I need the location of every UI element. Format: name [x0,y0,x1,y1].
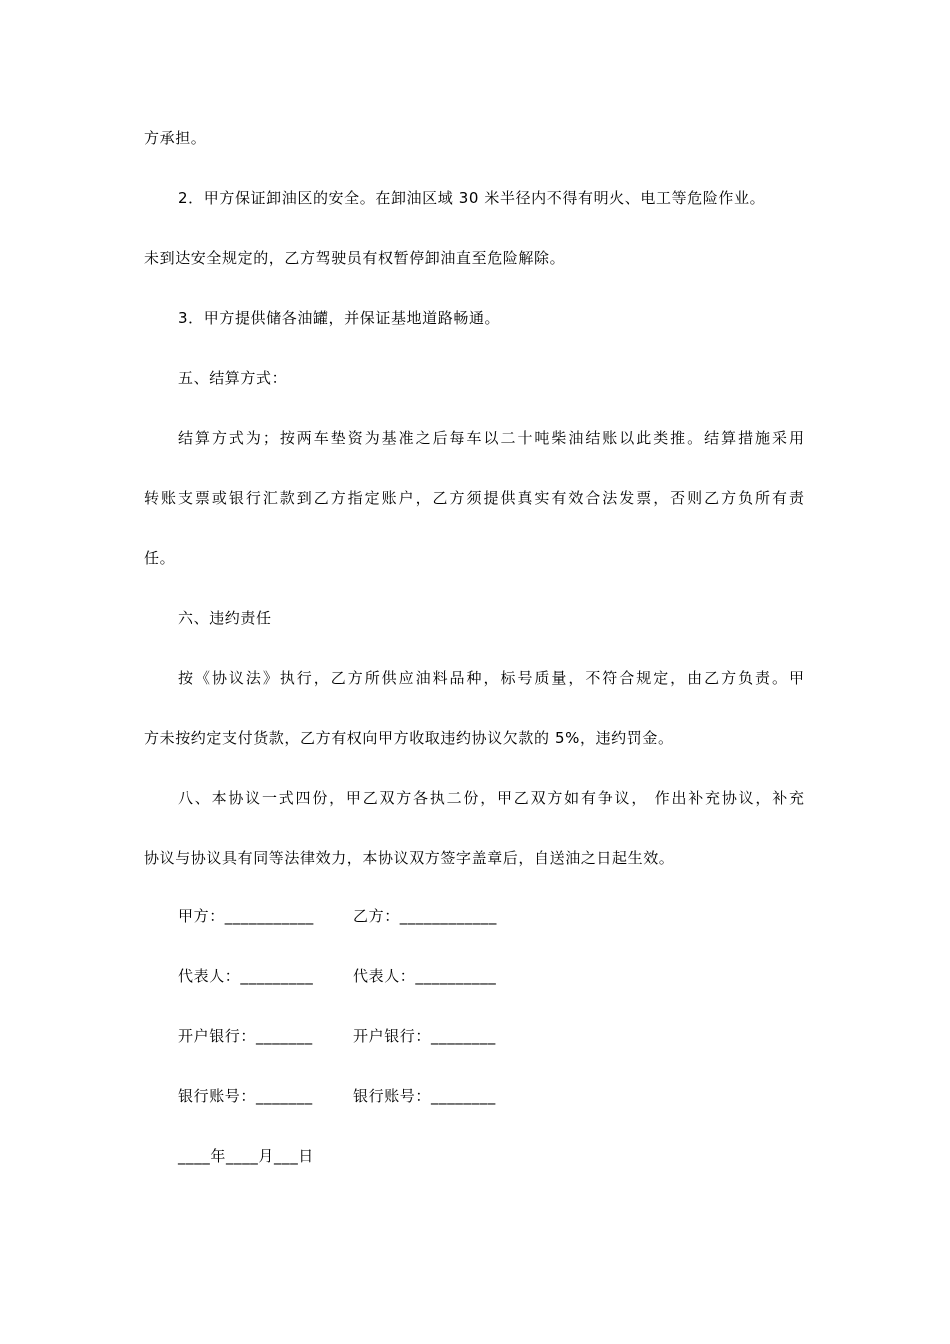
settlement-line-1: 结算方式为；按两车垫资为基准之后每车以二十吨柴油结账以此类推。结算措施采用 [178,429,804,447]
settlement-line-3: 任。 [144,549,176,567]
liability-line-2: 方未按约定支付货款，乙方有权向甲方收取违约协议欠款的 5%，违约罚金。 [144,729,674,747]
party-b-account: 银行账号：________ [353,1087,496,1105]
party-b-representative: 代表人：__________ [353,967,497,985]
party-b-signature: 乙方：____________ [353,907,498,925]
clause-8-line-2: 协议与协议具有同等法律效力，本协议双方签字盖章后，自送油之日起生效。 [144,849,675,867]
party-b-bank: 开户银行：________ [353,1027,496,1045]
date-line: ____年____月___日 [178,1147,314,1165]
clause-2-line-2: 未到达安全规定的，乙方驾驶员有权暂停卸油直至危险解除。 [144,249,566,267]
party-a-representative: 代表人：_________ [178,967,314,985]
settlement-line-2: 转账支票或银行汇款到乙方指定账户，乙方须提供真实有效合法发票，否则乙方负所有责 [144,489,804,507]
section-5-heading: 五、结算方式： [178,369,288,387]
clause-2-line-1: 2．甲方保证卸油区的安全。在卸油区域 30 米半径内不得有明火、电工等危险作业。 [178,189,766,207]
liability-line-1: 按《协议法》执行，乙方所供应油料品种，标号质量，不符合规定，由乙方负责。甲 [178,669,804,687]
party-a-account: 银行账号：_______ [178,1087,313,1105]
section-6-heading: 六、违约责任 [178,609,272,627]
clause-8-line-1: 八、本协议一式四份，甲乙双方各执二份，甲乙双方如有争议， 作出补充协议，补充 [178,789,804,807]
party-a-signature: 甲方：___________ [178,907,314,925]
paragraph-continuation: 方承担。 [144,129,207,147]
clause-3: 3．甲方提供储各油罐，并保证基地道路畅通。 [178,309,501,327]
party-a-bank: 开户银行：_______ [178,1027,313,1045]
